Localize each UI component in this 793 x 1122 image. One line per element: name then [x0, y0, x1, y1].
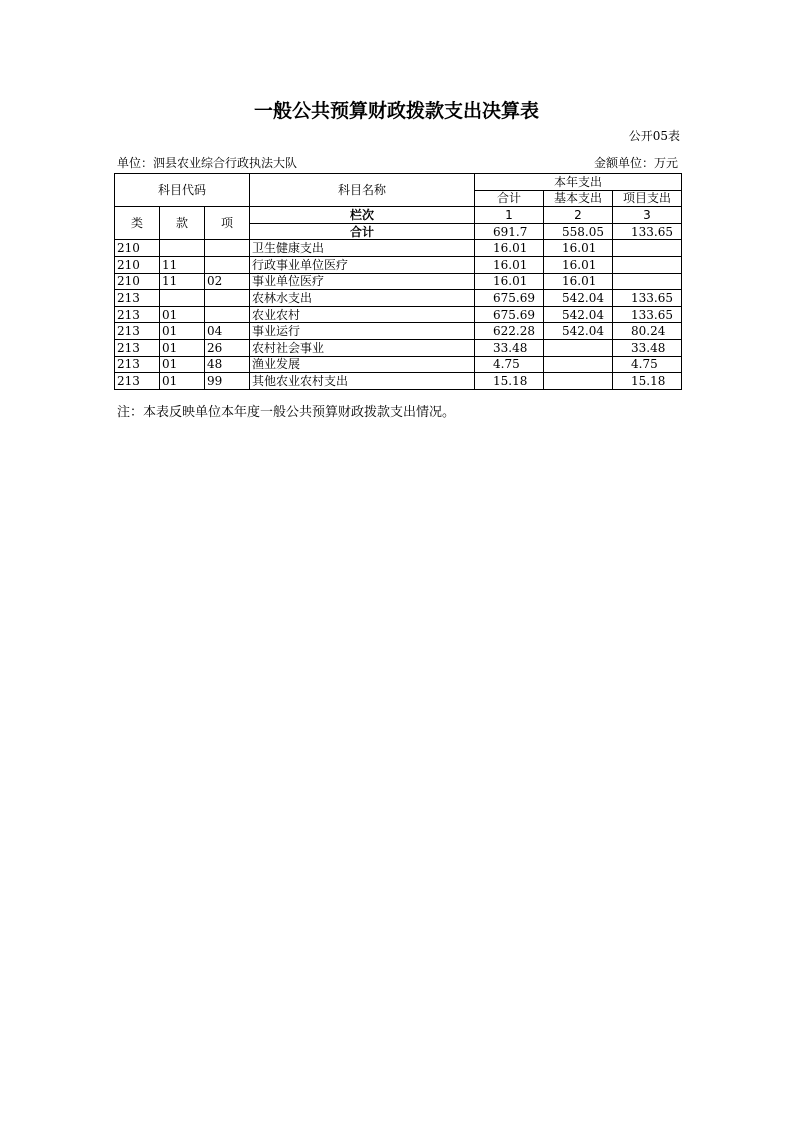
cell-total: 675.69 — [475, 290, 544, 307]
cell-name: 行政事业单位医疗 — [250, 256, 475, 273]
cell-project — [613, 240, 682, 257]
cell-project: 15.18 — [613, 373, 682, 390]
cell-cat: 213 — [115, 356, 160, 373]
table-row — [115, 356, 682, 373]
cell-project: 4.75 — [613, 356, 682, 373]
header-basic: 基本支出 — [544, 190, 613, 207]
table-row — [115, 273, 682, 290]
header-xiang: 项 — [205, 207, 250, 240]
header-total: 合计 — [475, 190, 544, 207]
total-value: 691.7 — [475, 223, 544, 240]
cell-project: 80.24 — [613, 323, 682, 340]
money-unit-label: 金额单位：万元 — [593, 156, 678, 170]
total-label: 合计 — [250, 223, 475, 240]
cell-name: 农业农村 — [250, 306, 475, 323]
table-row — [115, 290, 682, 307]
cell-basic: 542.04 — [544, 290, 613, 307]
cell-kuan: 11 — [160, 256, 205, 273]
header-subject-name: 科目名称 — [250, 174, 475, 207]
cell-cat: 210 — [115, 240, 160, 257]
cell-cat: 213 — [115, 339, 160, 356]
cell-name: 卫生健康支出 — [250, 240, 475, 257]
cell-cat: 213 — [115, 306, 160, 323]
cell-xiang: 48 — [205, 356, 250, 373]
cell-name: 事业单位医疗 — [250, 273, 475, 290]
table-row — [115, 306, 682, 323]
header-cat: 类 — [115, 207, 160, 240]
cell-xiang — [205, 240, 250, 257]
header-col-order: 栏次 — [250, 207, 475, 224]
cell-name: 农村社会事业 — [250, 339, 475, 356]
cell-basic — [544, 356, 613, 373]
cell-xiang: 26 — [205, 339, 250, 356]
page-title: 一般公共预算财政拨款支出决算表 — [253, 100, 539, 122]
cell-name: 农林水支出 — [250, 290, 475, 307]
table-row — [115, 256, 682, 273]
cell-total: 16.01 — [475, 256, 544, 273]
cell-project — [613, 273, 682, 290]
table-row — [115, 339, 682, 356]
cell-basic — [544, 339, 613, 356]
cell-kuan: 01 — [160, 306, 205, 323]
cell-project: 33.48 — [613, 339, 682, 356]
cell-kuan: 01 — [160, 373, 205, 390]
cell-project: 133.65 — [613, 306, 682, 323]
form-number: 公开05表 — [628, 129, 680, 143]
cell-kuan: 01 — [160, 339, 205, 356]
cell-name: 其他农业农村支出 — [250, 373, 475, 390]
table-row — [115, 240, 682, 257]
cell-xiang — [205, 256, 250, 273]
cell-basic: 16.01 — [544, 240, 613, 257]
col-number-2: 2 — [544, 207, 613, 224]
footnote: 注：本表反映单位本年度一般公共预算财政拨款支出情况。 — [117, 405, 456, 420]
col-number-3: 3 — [613, 207, 682, 224]
cell-total: 4.75 — [475, 356, 544, 373]
header-kuan: 款 — [160, 207, 205, 240]
cell-name: 事业运行 — [250, 323, 475, 340]
table-row — [115, 373, 682, 390]
cell-xiang: 99 — [205, 373, 250, 390]
cell-basic: 16.01 — [544, 273, 613, 290]
cell-cat: 213 — [115, 373, 160, 390]
header-subject-code: 科目代码 — [115, 174, 250, 207]
cell-cat: 210 — [115, 273, 160, 290]
cell-cat: 213 — [115, 290, 160, 307]
cell-project: 133.65 — [613, 290, 682, 307]
cell-kuan: 01 — [160, 323, 205, 340]
cell-basic: 16.01 — [544, 256, 613, 273]
total-basic-value: 558.05 — [544, 223, 613, 240]
expenditure-table — [114, 173, 682, 390]
header-row-1 — [115, 174, 682, 191]
table-row — [115, 323, 682, 340]
col-number-1: 1 — [475, 207, 544, 224]
cell-kuan — [160, 290, 205, 307]
header-project: 项目支出 — [613, 190, 682, 207]
cell-xiang: 04 — [205, 323, 250, 340]
unit-label: 单位：泗县农业综合行政执法大队 — [117, 156, 298, 170]
cell-cat: 213 — [115, 323, 160, 340]
cell-xiang — [205, 306, 250, 323]
header-row-3 — [115, 207, 682, 224]
cell-total: 16.01 — [475, 273, 544, 290]
cell-kuan: 01 — [160, 356, 205, 373]
cell-basic: 542.04 — [544, 306, 613, 323]
cell-cat: 210 — [115, 256, 160, 273]
cell-kuan: 11 — [160, 273, 205, 290]
cell-total: 622.28 — [475, 323, 544, 340]
cell-total: 33.48 — [475, 339, 544, 356]
header-current-year: 本年支出 — [475, 174, 682, 191]
cell-total: 16.01 — [475, 240, 544, 257]
cell-xiang — [205, 290, 250, 307]
cell-kuan — [160, 240, 205, 257]
cell-xiang: 02 — [205, 273, 250, 290]
cell-name: 渔业发展 — [250, 356, 475, 373]
cell-total: 675.69 — [475, 306, 544, 323]
total-project-value: 133.65 — [613, 223, 682, 240]
cell-basic — [544, 373, 613, 390]
cell-basic: 542.04 — [544, 323, 613, 340]
cell-total: 15.18 — [475, 373, 544, 390]
cell-project — [613, 256, 682, 273]
